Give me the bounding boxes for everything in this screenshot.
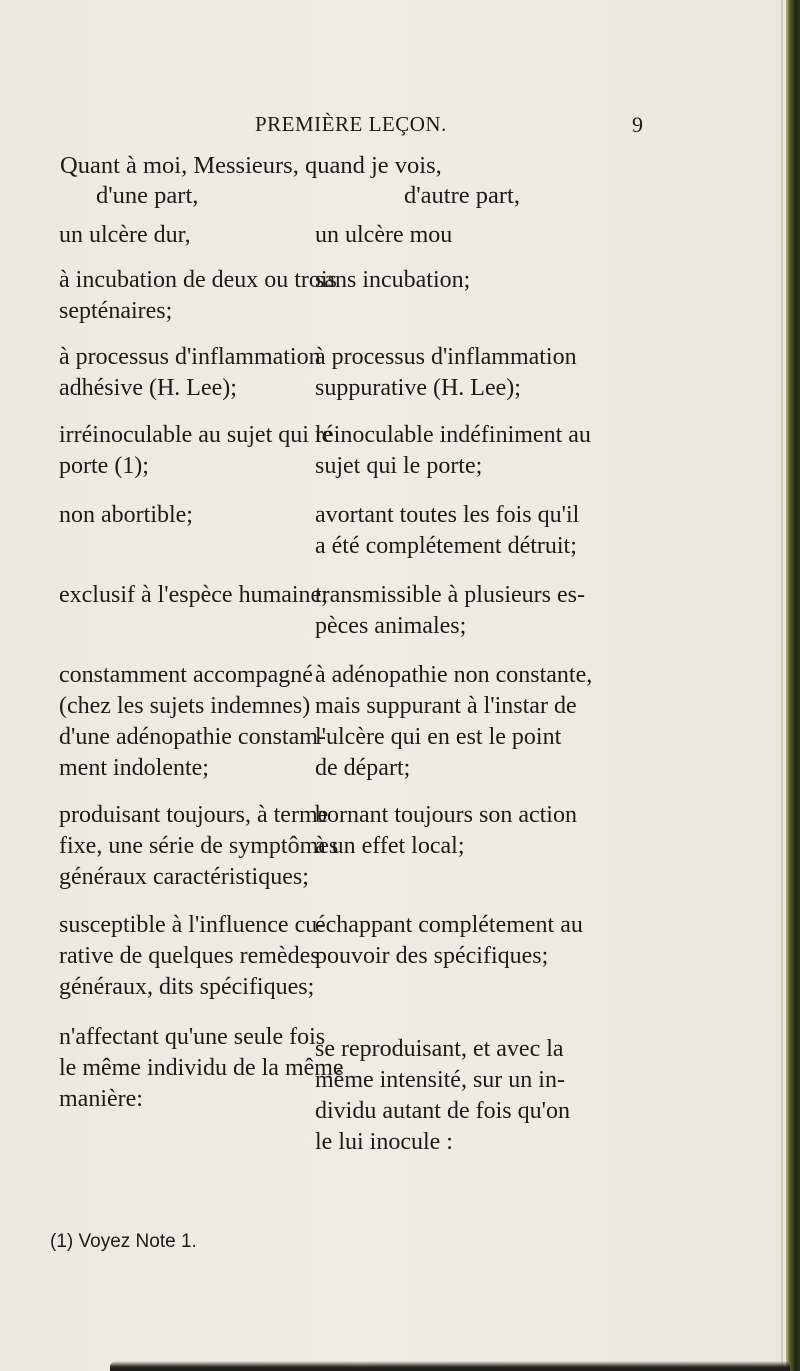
text-line: échappant complétement au (315, 912, 583, 938)
text-line: adhésive (H. Lee); (59, 375, 237, 401)
text-line: a été complétement détruit; (315, 533, 577, 559)
text-line: mais suppurant à l'instar de (315, 693, 577, 719)
text-line: (chez les sujets indemnes) (59, 693, 311, 719)
text-line: réinoculable indéfiniment au (315, 422, 591, 448)
text-line: le lui inocule : (315, 1129, 453, 1155)
binding-margin-line (781, 0, 783, 1371)
left-column-heading: d'une part, (96, 182, 199, 209)
text-line: même intensité, sur un in- (315, 1067, 565, 1093)
chapter-title: PREMIÈRE LEÇON. (255, 112, 447, 136)
text-line: septénaires; (59, 298, 173, 324)
right-cell-inflammation (315, 342, 655, 404)
text-line: généraux, dits spécifiques; (59, 974, 315, 1000)
text-line: susceptible à l'influence cu- (59, 912, 326, 938)
footnote: (1) Voyez Note 1. (50, 1231, 197, 1252)
bottom-edge-shadow (110, 1361, 790, 1371)
text-line: porte (1); (59, 453, 149, 479)
left-cell-abortive (59, 500, 359, 531)
binding-edge (786, 0, 800, 1371)
text-line: suppurative (H. Lee); (315, 375, 521, 401)
text-line: constamment accompagné (59, 662, 313, 688)
right-column-heading: d'autre part, (404, 182, 520, 209)
page-number: 9 (632, 112, 643, 137)
left-cell-hard-ulcer (59, 220, 359, 251)
text-line: sujet qui le porte; (315, 453, 483, 479)
intro-sentence: Quant à moi, Messieurs, quand je vois, (60, 152, 442, 179)
right-cell-soft-ulcer (315, 220, 655, 251)
text-line: n'affectant qu'une seule fois (59, 1024, 326, 1050)
text-line: produisant toujours, à terme (59, 802, 329, 828)
text-line: l'ulcère qui en est le point (315, 724, 562, 750)
left-cell-remedies (59, 910, 359, 1003)
text-line: irréinoculable au sujet qui le (59, 422, 333, 448)
right-cell-recurrence (315, 1034, 655, 1158)
text-line: d'une adénopathie constam- (59, 724, 326, 750)
text-line: le même individu de la même (59, 1055, 344, 1081)
text-line: exclusif à l'espèce humaine; (59, 582, 328, 608)
right-cell-incubation (315, 265, 655, 296)
text-line: à processus d'inflammation (59, 344, 321, 370)
text-line: non abortible; (59, 502, 193, 528)
text-line: pouvoir des spécifiques; (315, 943, 549, 969)
text-line: à adénopathie non constante, (315, 662, 593, 688)
right-cell-remedies (315, 910, 655, 972)
left-cell-symptoms (59, 800, 359, 893)
running-header (0, 112, 800, 142)
text-line: bornant toujours son action (315, 802, 577, 828)
text-line: fixe, une série de symptômes (59, 833, 339, 859)
right-cell-abortive (315, 500, 655, 562)
text-line: un ulcère mou (315, 222, 453, 248)
text-line: un ulcère dur, (59, 222, 191, 248)
left-cell-recurrence (59, 1022, 359, 1115)
right-cell-species (315, 580, 655, 642)
text-line: à incubation de deux ou trois (59, 267, 337, 293)
left-cell-inoculation (59, 420, 359, 482)
left-cell-incubation (59, 265, 359, 327)
text-line: pèces animales; (315, 613, 467, 639)
text-line: transmissible à plusieurs es- (315, 582, 585, 608)
left-cell-inflammation (59, 342, 359, 404)
left-cell-species (59, 580, 359, 611)
text-line: généraux caractéristiques; (59, 864, 309, 890)
text-line: rative de quelques remèdes (59, 943, 320, 969)
text-line: manière: (59, 1086, 143, 1112)
text-line: dividu autant de fois qu'on (315, 1098, 570, 1124)
text-line: sans incubation; (315, 267, 471, 293)
text-line: de départ; (315, 755, 411, 781)
text-line: avortant toutes les fois qu'il (315, 502, 580, 528)
left-cell-adenopathy (59, 660, 359, 784)
text-line: à un effet local; (315, 833, 465, 859)
text-line: se reproduisant, et avec la (315, 1036, 564, 1062)
right-cell-symptoms (315, 800, 655, 862)
text-line: à processus d'inflammation (315, 344, 577, 370)
text-line: ment indolente; (59, 755, 209, 781)
right-cell-inoculation (315, 420, 655, 482)
right-cell-adenopathy (315, 660, 655, 784)
